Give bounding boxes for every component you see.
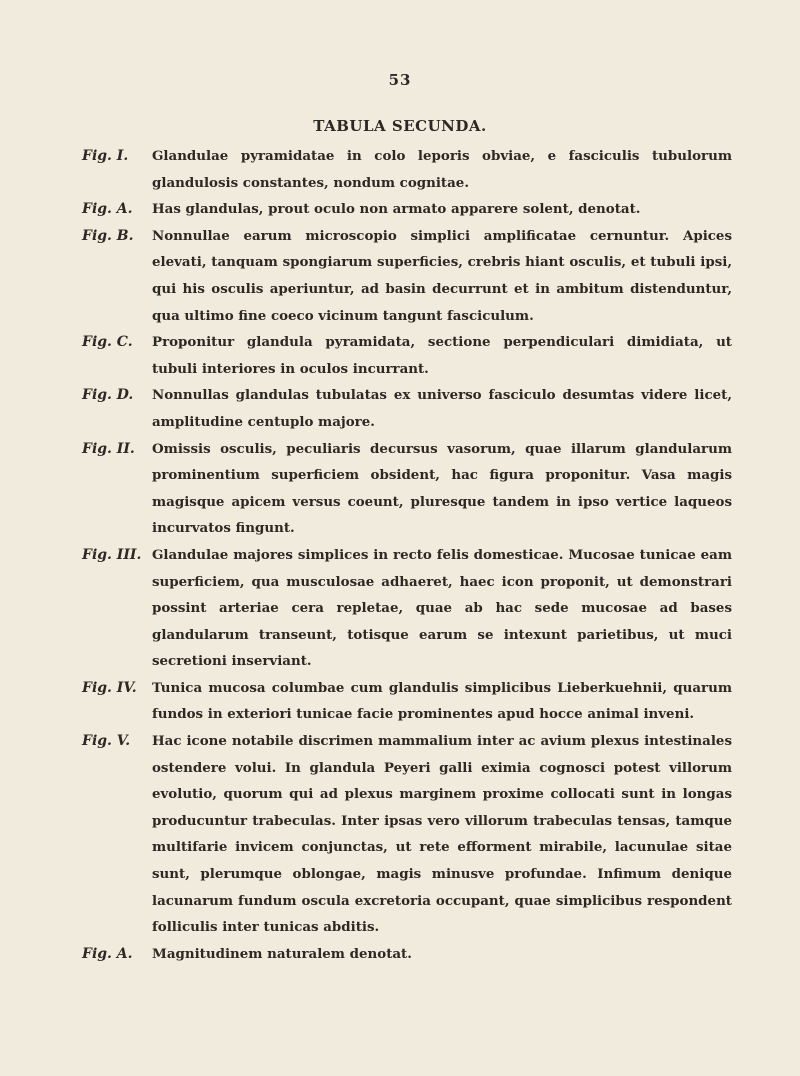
figure-entry: [82, 436, 732, 542]
page-number: 53: [388, 71, 412, 89]
figure-entry: [82, 675, 732, 728]
figure-label: Fig. A.: [82, 201, 133, 218]
figure-text: Glandulae majores simplices in recto felis domesticae. Mucosae tunicae eam superficiem, qua musculosae adhaeret, haec icon proponit, ut demonstrari possint arteriae cera repletae, quae ab hac sede mucosae ad bases glandularum transeunt, totisque earum se intexunt parietibus, ut muci secretioni inserviant.: [152, 546, 732, 670]
figure-text: Glandulae pyramidatae in colo leporis obviae, e fasciculis tubulorum glandulosis constantes, nondum cognitae.: [152, 148, 732, 191]
figure-entry: [82, 941, 732, 968]
figure-label: Fig. V.: [82, 733, 131, 750]
figure-entry: [82, 143, 732, 196]
figure-entry: [82, 728, 732, 941]
figure-text: Omissis osculis, peculiaris decursus vasorum, quae illarum glandularum prominentium superficiem obsident, hac figura proponitur. Vasa magis magisque apicem versus coeunt, pluresque tandem in ipso vertice laqueos incurvatos fingunt.: [152, 440, 732, 537]
figure-label: Fig. B.: [82, 227, 134, 244]
figure-entry: [82, 223, 732, 329]
figure-label: Fig. II.: [82, 440, 135, 457]
figure-text: Proponitur glandula pyramidata, sectione perpendiculari dimidiata, ut tubuli interiores in oculos incurrant.: [152, 334, 732, 377]
figure-label: Fig. C.: [82, 334, 133, 351]
figure-text: Tunica mucosa columbae cum glandulis simplicibus Lieberkuehnii, quarum fundos in exteriori tunicae facie prominentes apud hocce animal inveni.: [152, 679, 732, 723]
figure-entry: [82, 542, 732, 675]
figure-label: Fig. D.: [82, 387, 134, 404]
figure-text: Nonnullas glandulas tubulatas ex universo fasciculo desumtas videre licet, amplitudine centuplo majore.: [152, 387, 732, 430]
figure-label: Fig. IV.: [82, 679, 137, 696]
figure-label: Fig. I.: [82, 148, 129, 164]
figure-entry: [82, 196, 732, 223]
figure-label: Fig. III.: [82, 546, 142, 563]
figure-text: Hac icone notabile discrimen mammalium inter ac avium plexus intestinales ostendere volui. In glandula Peyeri galli eximia cognosci potest villorum evolutio, quorum qui ad plexus marginem proxime collocati sunt in longas producuntur trabeculas. Inter ipsas vero villorum trabeculas tensas, tamque multifarie invicem conjunctas, ut rete efforment mirabile, lacunulae sitae sunt, plerumque oblongae, magis minusve profundae. Infimum denique lacunarum fundum oscula excretoria occupant, quae simplicibus respondent folliculis inter tunicas abditis.: [152, 733, 732, 936]
figure-text: Magnitudinem naturalem denotat.: [152, 945, 412, 962]
figure-label: Fig. A.: [82, 945, 133, 962]
figure-entry: [82, 382, 732, 435]
figure-text: Nonnullae earum microscopio simplici amplificatae cernuntur. Apices elevati, tanquam spongiarum superficies, crebris hiant osculis, et tubuli ipsi, qui his osculis aperiuntur, ad basin decurrunt et in ambitum distenduntur, qua ultimo fine coeco vicinum tangunt fasciculum.: [152, 227, 732, 324]
figure-descriptions: [82, 143, 732, 967]
figure-entry: [82, 329, 732, 382]
figure-text: Has glandulas, prout oculo non armato apparere solent, denotat.: [152, 201, 641, 218]
page-title: TABULA SECUNDA.: [313, 117, 487, 135]
